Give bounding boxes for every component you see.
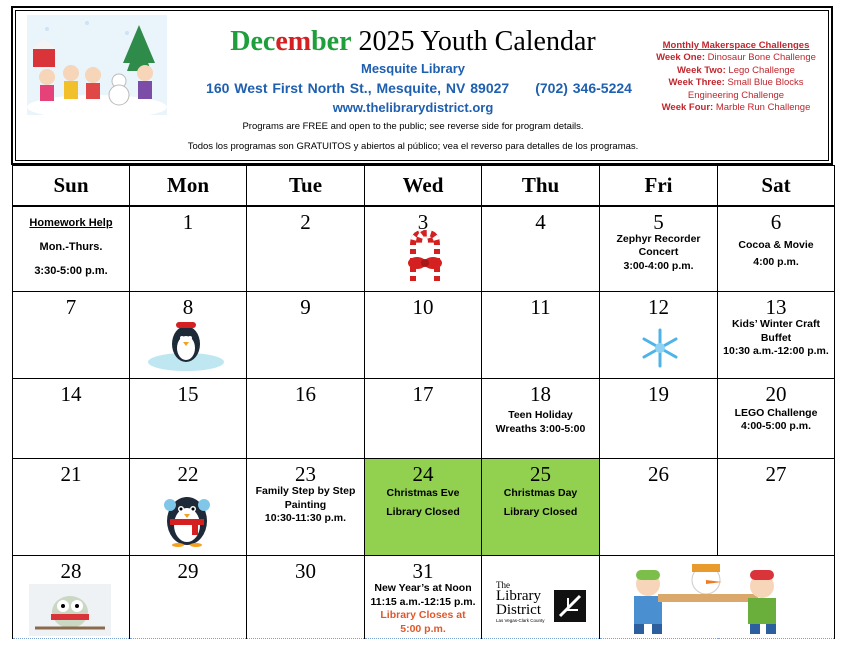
- event-title-time: Wreaths 3:00-5:00: [495, 422, 586, 435]
- title-month-part: ber: [311, 26, 352, 57]
- makerspace-week: Week Four: Marble Run Challenge: [661, 102, 811, 114]
- makerspace-week: Week One: Dinosaur Bone Challenge: [656, 52, 816, 64]
- weekday-thu: Thu: [482, 166, 600, 206]
- weekday-tue: Tue: [247, 166, 365, 206]
- day-number: 31: [412, 559, 434, 583]
- weekday-mon: Mon: [130, 166, 247, 206]
- day-cell: [247, 292, 365, 379]
- weekday-sun: Sun: [13, 166, 130, 206]
- day-number: 17: [412, 382, 434, 406]
- day-cell: [365, 292, 482, 379]
- day-cell: [130, 206, 247, 292]
- day-cell: [482, 206, 600, 292]
- event-title: Teen Holiday: [508, 409, 573, 421]
- day-number: 9: [300, 295, 311, 319]
- day-cell: [718, 206, 835, 292]
- day-number: 2: [300, 209, 311, 234]
- event-title: Kids’ Winter Craft: [732, 318, 820, 330]
- weekday-wed: Wed: [365, 166, 482, 206]
- day-number: 20: [765, 382, 787, 406]
- day-cell: [600, 292, 718, 379]
- library-district-mark-icon: [554, 590, 586, 622]
- day-number: 1: [182, 209, 194, 234]
- day-number: 24: [412, 462, 434, 486]
- week-row: [13, 556, 835, 639]
- event-time: 10:30 a.m.-12:00 p.m.: [723, 345, 829, 357]
- day-number: 8: [182, 295, 194, 319]
- day-cell: [718, 459, 835, 556]
- week-row: [13, 206, 835, 292]
- day-number: 15: [177, 382, 199, 406]
- event-title: Christmas Eve: [386, 487, 460, 499]
- event-title: Zephyr Recorder: [616, 232, 701, 245]
- makerspace-week: Week Three: Small Blue Blocks: [668, 77, 804, 89]
- calendar-grid: [12, 165, 835, 639]
- day-number: 29: [177, 559, 199, 583]
- day-number: 23: [295, 462, 316, 486]
- event-title: Concert: [638, 246, 679, 258]
- day-number: 5: [653, 209, 664, 234]
- day-cell: [600, 379, 718, 459]
- day-cell: [600, 206, 718, 292]
- homework-title: Homework Help: [29, 216, 113, 229]
- day-cell: [247, 379, 365, 459]
- snowflake-icon: [640, 328, 680, 368]
- day-cell: [13, 379, 130, 459]
- week-row: [13, 292, 835, 379]
- library-address-line: [199, 80, 639, 96]
- week-row: [13, 379, 835, 459]
- day-cell: [13, 556, 130, 639]
- day-number: 30: [295, 559, 316, 583]
- day-cell: [365, 556, 482, 639]
- day-number: 28: [60, 559, 82, 583]
- day-cell: [247, 206, 365, 292]
- day-cell-closed: [482, 459, 600, 556]
- day-cell: [365, 379, 482, 459]
- penguin-on-ice-icon: [146, 316, 226, 372]
- homework-help-cell: [13, 206, 130, 292]
- day-cell: [247, 556, 365, 639]
- winter-owl-icon: [29, 584, 111, 636]
- day-cell: [247, 459, 365, 556]
- free-notice-spanish: Todos los programas son GRATUITOS y abiertos al público; vea el reverso para detalles de los programas.: [187, 141, 639, 152]
- homework-days: Mon.-Thurs.: [39, 240, 103, 253]
- day-cell: [718, 292, 835, 379]
- winter-kids-illustration: [27, 15, 167, 115]
- day-number: 12: [648, 295, 669, 319]
- day-number: 22: [177, 462, 199, 486]
- closure-notice: 5:00 p.m.: [400, 622, 446, 635]
- day-cell: [130, 556, 247, 639]
- library-phone: (702) 346-5224: [535, 80, 632, 96]
- event-time: 3:00-4:00 p.m.: [623, 259, 694, 272]
- title-month-part: em: [275, 26, 312, 57]
- day-number: 27: [765, 462, 787, 486]
- day-cell: [718, 379, 835, 459]
- day-number: 6: [770, 209, 782, 234]
- day-cell: [13, 459, 130, 556]
- day-number: 11: [530, 295, 551, 319]
- library-district-logo-cell: [482, 556, 600, 639]
- weekday-sat: Sat: [718, 166, 835, 206]
- event-time: 4:00 p.m.: [753, 256, 799, 268]
- event-title: Cocoa & Movie: [738, 238, 814, 251]
- library-district-logo: The Library District Las Vegas-Clark County: [494, 580, 594, 630]
- event-title: Painting: [284, 498, 327, 511]
- library-website[interactable]: www.thelibrarydistrict.org: [332, 100, 494, 115]
- week-row: [13, 459, 835, 556]
- day-number: 18: [530, 382, 551, 406]
- makerspace-week-continued: Engineering Challenge: [687, 89, 785, 101]
- day-number: 16: [295, 382, 316, 406]
- makerspace-title: Monthly Makerspace Challenges: [662, 40, 810, 51]
- event-title: New Year’s at Noon: [374, 582, 472, 594]
- day-cell: [130, 292, 247, 379]
- day-number: 3: [417, 209, 429, 234]
- event-time: 11:15 a.m.-12:15 p.m.: [370, 595, 476, 608]
- closure-notice: Library Closed: [386, 505, 460, 518]
- closure-notice: Library Closed: [503, 505, 578, 518]
- calendar-header: [11, 6, 833, 165]
- candy-cane-icon: [395, 227, 455, 287]
- day-cell: [482, 379, 600, 459]
- day-cell: [365, 206, 482, 292]
- day-cell: [482, 292, 600, 379]
- day-number: 14: [60, 382, 82, 406]
- homework-time: 3:30-5:00 p.m.: [34, 264, 108, 277]
- day-number: 25: [530, 462, 551, 486]
- event-title: Family Step by Step: [255, 485, 356, 497]
- event-title: Buffet: [760, 331, 792, 344]
- calendar-title: [203, 26, 623, 58]
- event-time: 4:00-5:00 p.m.: [740, 419, 812, 432]
- title-rest: 2025 Youth Calendar: [358, 26, 596, 57]
- day-cell: [600, 459, 718, 556]
- library-name: Mesquite Library: [360, 61, 466, 76]
- day-cell: [13, 292, 130, 379]
- snow-kids-art-cell: [600, 556, 835, 639]
- day-cell: [130, 459, 247, 556]
- closure-notice: Library Closes at: [380, 609, 466, 621]
- event-title: Christmas Day: [503, 487, 578, 499]
- day-cell: [130, 379, 247, 459]
- day-number: 13: [765, 295, 787, 319]
- day-number: 19: [648, 382, 669, 406]
- day-number: 4: [535, 209, 546, 234]
- weekday-header-row: [13, 166, 835, 206]
- day-number: 7: [65, 295, 77, 319]
- day-number: 26: [648, 462, 669, 486]
- day-number: 10: [412, 295, 434, 319]
- library-address: 160 West First North St., Mesquite, NV 89027: [206, 80, 510, 96]
- day-number: 21: [60, 462, 82, 486]
- free-notice-english: Programs are FREE and open to the public; see reverse side for program details.: [242, 121, 584, 132]
- makerspace-challenges: [641, 40, 831, 114]
- makerspace-week: Week Two: Lego Challenge: [677, 64, 795, 76]
- event-time: 10:30-11:30 p.m.: [264, 512, 347, 524]
- day-cell-closed: [365, 459, 482, 556]
- title-month-part: Dec: [230, 26, 276, 57]
- event-title: LEGO Challenge: [734, 407, 818, 419]
- penguin-with-scarf-icon: [162, 487, 212, 547]
- weekday-fri: Fri: [600, 166, 718, 206]
- kids-with-snowman-illustration: [604, 558, 816, 638]
